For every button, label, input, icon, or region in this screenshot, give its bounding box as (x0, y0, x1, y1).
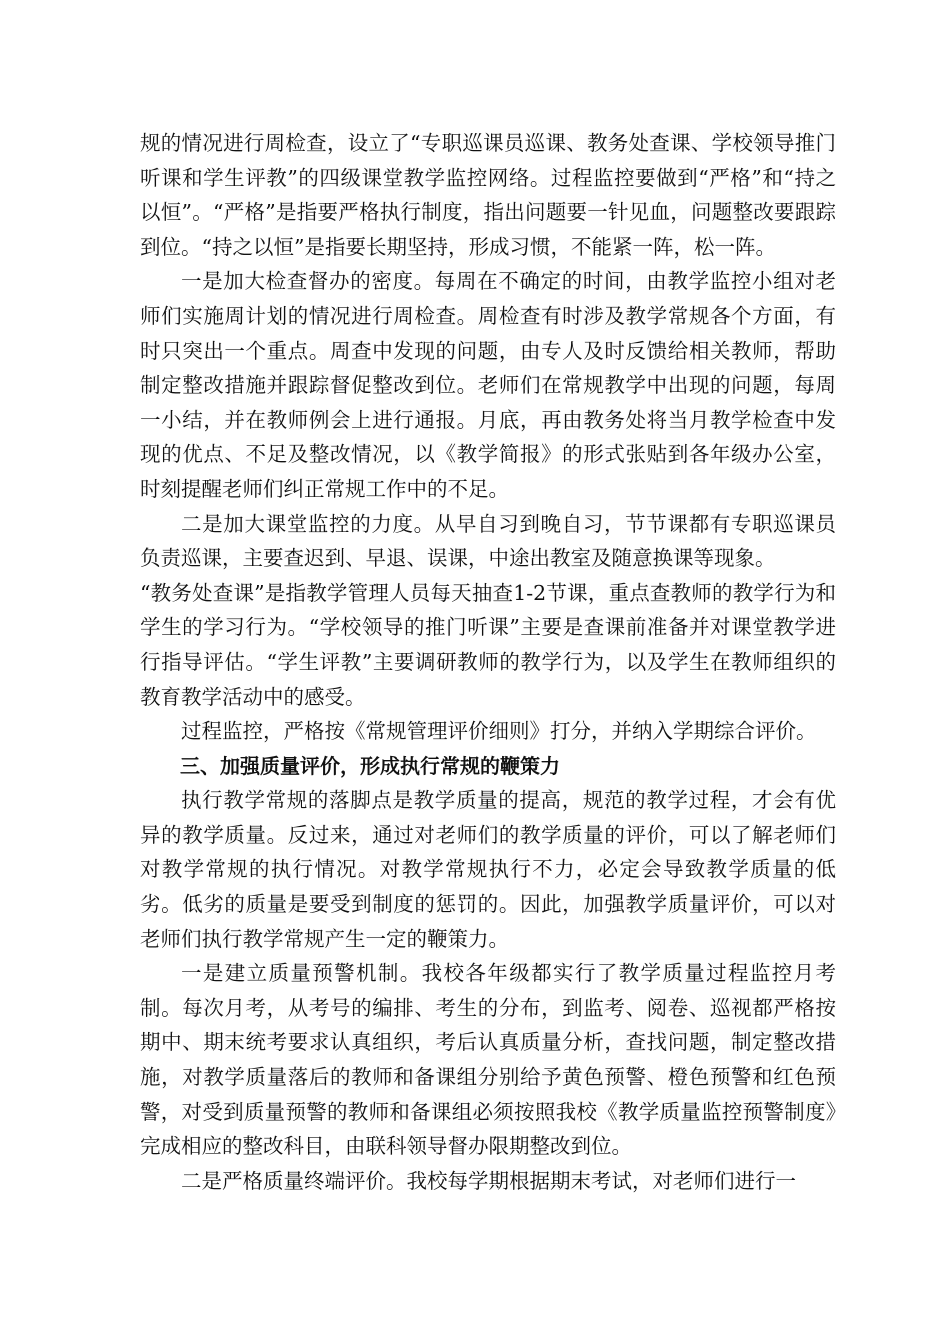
paragraph-classroom-monitoring: 二是加大课堂监控的力度。从早自习到晚自习，节节课都有专职巡课员负责巡课，主要查迟到、早退、误课，中途出教室及随意换课等现象。 (140, 511, 836, 571)
paragraph-continuation: 规的情况进行周检查，设立了“专职巡课员巡课、教务处查课、学校领导推门听课和学生评教”的四级课堂教学监控网络。过程监控要做到“严格”和“持之以恒”。“严格”是指要严格执行制度，指出问题要一针见血，问题整改要跟踪到位。“持之以恒”是指要长期坚持，形成习惯，不能紧一阵，松一阵。 (140, 131, 836, 259)
paragraph-quality-warning: 一是建立质量预警机制。我校各年级都实行了教学质量过程监控月考制。每次月考，从考号的编排、考生的分布，到监考、阅卷、巡视都严格按期中、期末统考要求认真组织，考后认真质量分析，查找问题，制定整改措施，对教学质量落后的教师和备课组分别给予黄色预警、橙色预警和红色预警，对受到质量预警的教师和备课组必须按照我校《教学质量监控预警制度》完成相应的整改科目，由联科领导督办限期整改到位。 (140, 961, 836, 1159)
paragraph-inspection-density: 一是加大检查督办的密度。每周在不确定的时间，由教学监控小组对老师们实施周计划的情况进行周检查。周检查有时涉及教学常规各个方面，有时只突出一个重点。周查中发现的问题，由专人及时反馈给相关教师，帮助制定整改措施并跟踪督促整改到位。老师们在常规教学中出现的问题，每周一小结，并在教师例会上进行通报。月底，再由教务处将当月教学检查中发现的优点、不足及整改情况，以《教学简报》的形式张贴到各年级办公室，时刻提醒老师们纠正常规工作中的不足。 (140, 269, 836, 501)
paragraph-process-monitoring: 过程监控，严格按《常规管理评价细则》打分，并纳入学期综合评价。 (181, 719, 817, 744)
paragraph-quality-purpose: 执行教学常规的落脚点是教学质量的提高，规范的教学过程，才会有优异的教学质量。反过来，通过对老师们的教学质量的评价，可以了解老师们对教学常规的执行情况。对教学常规执行不力，必定会导致教学质量的低劣。低劣的质量是要受到制度的惩罚的。因此，加强教学质量评价，可以对老师们执行教学常规产生一定的鞭策力。 (140, 788, 836, 951)
section-heading-quality-evaluation: 三、加强质量评价，形成执行常规的鞭策力 (180, 753, 560, 778)
paragraph-terminal-evaluation: 二是严格质量终端评价。我校每学期根据期末考试，对老师们进行一 (181, 1168, 796, 1193)
document-page (140, 126, 836, 1198)
paragraph-course-check: “教务处查课”是指教学管理人员每天抽查1-2节课，重点查教师的教学行为和学生的学习行为。“学校领导的推门听课”主要是查课前准备并对课堂教学进行指导评估。“学生评教”主要调研教师的教学行为，以及学生在教师组织的教育教学活动中的感受。 (140, 580, 836, 709)
